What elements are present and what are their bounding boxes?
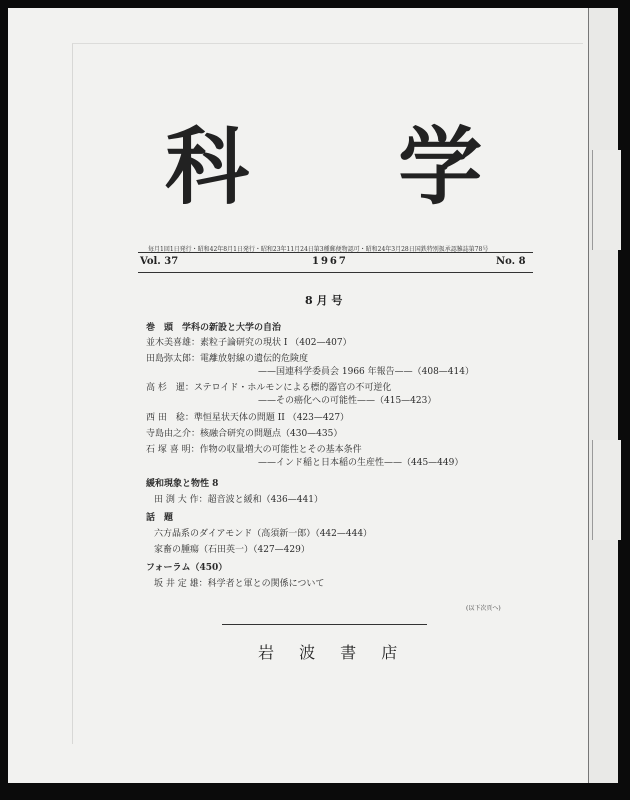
toc-entry: 並木美喜雄：素粒子論研究の現状 I （402—407）	[146, 338, 352, 348]
journal-title: 科 学	[165, 117, 543, 216]
toc-entry: 田 渕 大 作：超音波と緩和（436—441）	[154, 495, 323, 505]
issue-month: 8 月 号	[305, 294, 343, 307]
toc-entry: 西 田 稔：準恒星状天体の問題 II （423—427）	[146, 413, 350, 423]
publication-info: 毎月1回1日発行・昭和42年8月1日発行・昭和23年11月24日第3種郵便物認可・昭和24年3月28日国鉄特別扱承認雑誌第78号	[148, 246, 489, 253]
number-label: No. 8	[496, 256, 526, 267]
toc-entry-subtitle: ——その癌化への可能性——（415—423）	[258, 396, 437, 406]
publisher-name: 岩 波 書 店	[258, 643, 408, 662]
publisher-rule	[222, 624, 427, 625]
toc-section-heading: 緩和現象と物性 8	[146, 479, 219, 489]
toc-entry: 高 杉 暹：ステロイド・ホルモンによる標的器官の不可逆化	[146, 383, 392, 393]
volume-label: Vol. 37	[140, 256, 179, 267]
header-rule-top	[138, 252, 533, 253]
toc-entry: 家畜の腫瘍（石田英一）（427—429）	[154, 545, 310, 555]
toc-entry-subtitle: ——国連科学委員会 1966 年報告——（408—414）	[258, 367, 474, 377]
toc-entry: 坂 井 定 雄：科学者と軍との関係について	[154, 579, 325, 589]
back-page-tab	[592, 150, 621, 250]
year-label: 1967	[312, 256, 348, 267]
toc-entry-subtitle: ——インド稲と日本稲の生産性——（445—449）	[258, 458, 464, 468]
continued-note: (以下次頁へ)	[466, 605, 501, 612]
toc-entry: 寺島由之介：核融合研究の問題点（430—435）	[146, 429, 343, 439]
toc-section-heading: 話 題	[146, 513, 174, 523]
toc-entry: 六方晶系のダイアモンド（高須新一郎）（442—444）	[154, 529, 373, 539]
toc-entry: 田島弥太郎：電離放射線の遺伝的危険度	[146, 354, 309, 364]
header-rule-bottom	[138, 272, 533, 273]
toc-entry: 石 塚 喜 明：作物の収量増大の可能性とその基本条件	[146, 445, 362, 455]
toc-entry: 巻 頭 学科の新設と大学の自治	[146, 323, 282, 333]
toc-section-heading: フォーラム（450）	[146, 563, 228, 573]
back-page-tab	[592, 440, 621, 540]
